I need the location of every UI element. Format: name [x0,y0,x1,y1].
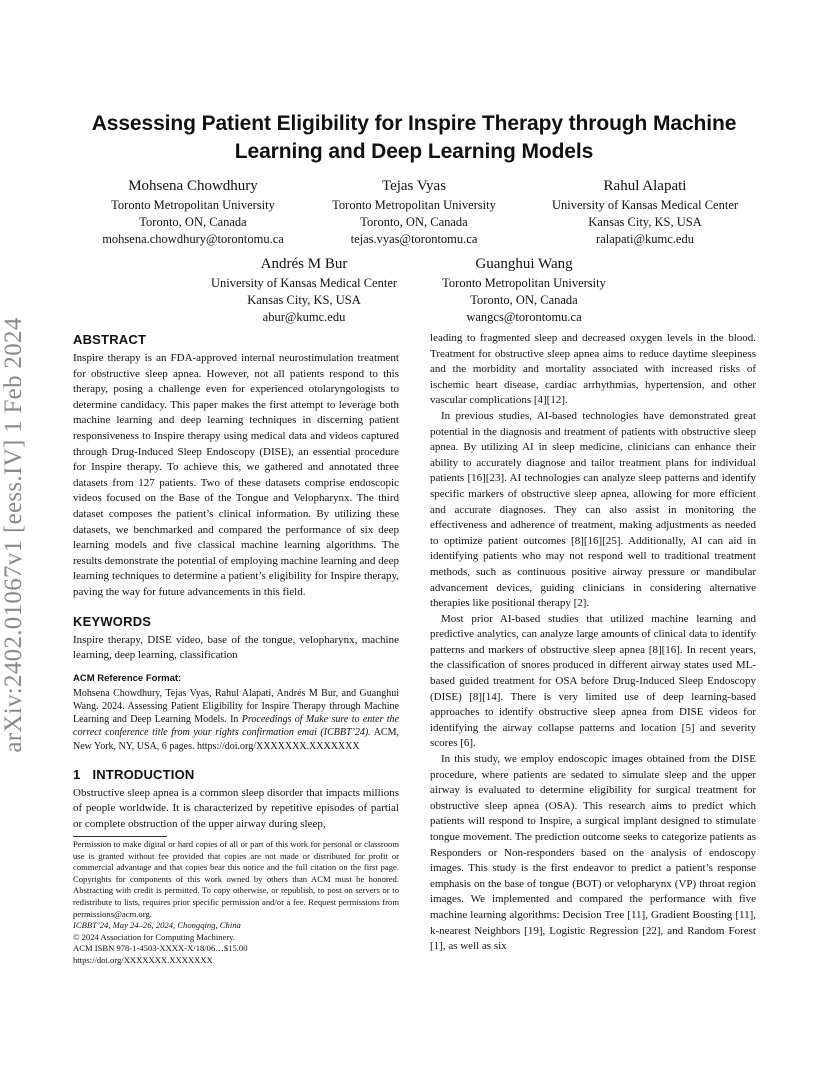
author-location: Kansas City, KS, USA [588,215,702,230]
keywords-text: Inspire therapy, DISE video, base of the tongue, velopharynx, machine learning, deep learning, classification [73,633,399,662]
author-block-5 [406,254,642,327]
arxiv-identifier: arXiv:2402.01067v1 [eess.IV] 1 Feb 2024 [0,317,27,753]
author-affiliation: University of Kansas Medical Center [210,276,398,290]
author-location: Kansas City, KS, USA [247,293,361,308]
paper-title [66,110,762,166]
author-affiliation: University of Kansas Medical Center [551,198,739,212]
footnote [73,839,399,967]
intro-paragraph-2: In previous studies, AI-based technologies have demonstrated great potential in the diagnosis and treatment of patients with obstructive sleep apnea. By utilizing AI in sleep medicine, clinicians can enhance their ability to accurately diagnose and tailor treatment plans for individual patients [16][23]. AI technologies can analyze sleep patterns and identify specific markers of obstructive sleep apnea, allowing for more efficient and accurate diagnoses. They can also assist in monitoring the effectiveness and adherence of treatment, making adjustments as needed to optimize patient outcomes [8][16][25]. Additionally, AI can aid in identifying patients who may not respond well to traditional treatment methods, such as continuous positive airway pressure or mandibular advancement devices, guiding clinicians in considering alternative therapies like positional therapy [2]. [430,409,756,610]
right-column [430,331,756,955]
isbn: ACM ISBN 978-1-4503-XXXX-X/18/06…$15.00 [73,943,248,954]
author-block-3 [520,176,770,249]
acm-reference-heading: ACM Reference Format: [73,672,182,684]
title-line-2: Learning and Deep Learning Models [234,140,594,163]
author-affiliation: Toronto Metropolitan University [442,276,606,290]
intro-paragraph-3: Most prior AI-based studies that utilized machine learning and predictive analytics, can analyze large amounts of clinical data to identify patterns and markers of obstructive sleep apnea [8][16]. In recent years, the classification of snores produced in different airway states used ML-based guided treatment for OSA before Drug-Induced Sleep Endoscopy (DISE) [8][14]. There is very limited use of deep learning-based approaches to identify obstructive sleep apnea from DISE videos for identifying the airway collapse patterns and location [5] and severity scores [6]. [430,612,756,750]
author-location: Toronto, ON, Canada [470,293,578,308]
title-line-1: Assessing Patient Eligibility for Inspire Therapy through Machine [91,112,737,135]
footnote-divider [73,836,167,837]
author-affiliation: Toronto Metropolitan University [111,198,275,212]
conference-info: ICBBT’24, May 24–26, 2024, Chongqing, China [73,920,241,931]
author-block-2 [300,176,528,249]
permission-notice: Permission to make digital or hard copies of all or part of this work for personal or classroom use is granted without fee provided that copies are not made or distributed for profit or commercial advantage and that copies bear this notice and the full citation on the first page. Copyrights for components of this work owned by others than ACM must be honored. Abstracting with credit is permitted. To copy otherwise, or republish, to post on servers or to redistribute to lists, requires prior specific permission and/or a fee. Request permissions from permissions@acm.org. [73,839,399,919]
author-name: Rahul Alapati [603,178,687,194]
acm-reference-text [73,687,399,753]
section-number: 1 [73,766,81,782]
section-title: INTRODUCTION [92,766,195,782]
author-block-4 [186,254,422,327]
author-name: Guanghui Wang [475,256,573,272]
author-email: abur@kumc.edu [262,310,346,325]
intro-paragraph-1: leading to fragmented sleep and decreased oxygen levels in the blood. Treatment for obstructive sleep apnea aims to reduce daytime sleepiness and the morbidity and mortality associated with increased risks of ischemic heart disease, cardiac arrhythmias, hypertension, and other vascular complications [4][12]. [430,332,756,407]
author-affiliation: Toronto Metropolitan University [332,198,496,212]
author-name: Andrés M Bur [260,256,348,272]
author-block-1 [73,176,313,249]
author-name: Mohsena Chowdhury [128,178,258,194]
acm-reference-publisher: ACM, New York, NY, USA, 6 pages. https://doi.org/XXXXXXX.XXXXXXX [73,727,399,752]
intro-paragraph-4: In this study, we employ endoscopic images obtained from the DISE procedure, where patients are sedated to simulate sleep and the upper airway is evaluated to determine eligibility for surgical treatment for obstructive sleep apnea (OSA). This research aims to predict which patients will respond to Inspire, a surgical implant designed to stimulate tongue movement. The prediction outcome seeks to categorize patients as Responders or Non-responders based on the analysis of endoscopy images. This study is the first endeavor to predict a patient’s response emphasis on the base of tongue (BOT) or velopharynx (VP) throat region images. We implemented and compared the performance with five machine learning algorithms: Decision Tree [11], Gradient Boosting [11], k-nearest Neighbors [19], Logistic Regression [22], and Random Forest [1], as well as six [430,753,756,953]
left-column [73,331,399,832]
doi-link: https://doi.org/XXXXXXX.XXXXXXX [73,954,213,965]
author-email: tejas.vyas@torontomu.ca [350,232,478,247]
author-email: mohsena.chowdhury@torontomu.ca [102,232,284,247]
abstract-heading: ABSTRACT [73,332,147,347]
author-location: Toronto, ON, Canada [360,215,468,230]
keywords-heading: KEYWORDS [73,613,152,629]
author-email: wangcs@torontomu.ca [466,310,582,325]
author-name: Tejas Vyas [381,178,447,194]
author-location: Toronto, ON, Canada [139,215,247,230]
acm-reference-proceedings: Proceedings of Make sure to enter the correct conference title from your rights confirmation emai (ICBBT’24). [73,714,399,739]
acm-reference-authors: Mohsena Chowdhury, Tejas Vyas, Rahul Alapati, Andrés M Bur, and Guanghui Wang. 2024. Assessing Patient Eligibility for Inspire Therapy through Machine Learning and Deep Learning Models. In [73,687,399,726]
introduction-heading [73,766,399,784]
author-email: ralapati@kumc.edu [596,232,694,247]
introduction-left-text: Obstructive sleep apnea is a common sleep disorder that impacts millions of people worldwide. It is characterized by repetitive episodes of partial or complete obstruction of the upper airway during sleep, [73,786,399,830]
copyright-notice: © 2024 Association for Computing Machinery. [73,931,236,942]
abstract-text: Inspire therapy is an FDA-approved internal neurostimulation treatment for obstructive sleep apnea. However, not all patients respond to this therapy, posing a challenge even for experienced otolaryngologists to determine candidacy. This paper makes the first attempt to leverage both machine learning and deep learning techniques in discerning patient responsiveness to Inspire therapy using medical data and videos captured through Drug-Induced Sleep Endoscopy (DISE), an essential procedure for Inspire therapy. To achieve this, we gathered and annotated three datasets from 127 patients. Two of these datasets comprise endoscopic videos focused on the Base of the Tongue and Velopharynx. The third dataset composes the patient’s clinical information. By utilizing these datasets, we benchmarked and compared the performance of six deep learning models and five classical machine learning algorithms. The results demonstrate the potential of employing machine learning and deep learning techniques to determine a patient’s eligibility for Inspire therapy, paving the way for future advancements in this field. [73,352,399,598]
